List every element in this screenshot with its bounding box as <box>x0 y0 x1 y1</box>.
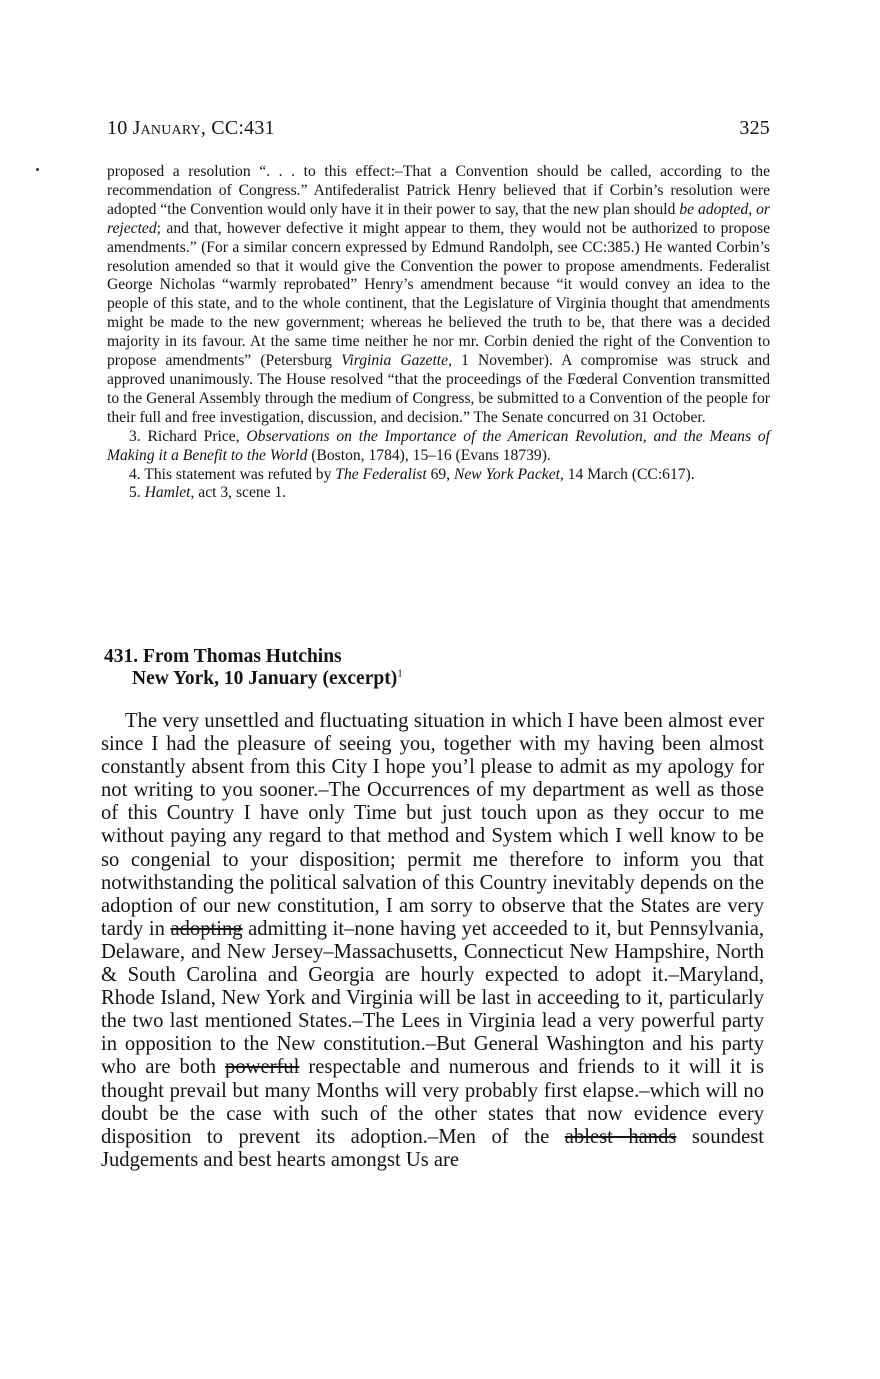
note-paragraph <box>107 163 770 428</box>
stray-mark <box>36 168 39 171</box>
document-dateline <box>104 668 403 690</box>
text-run: proposed a resolution “. . . to this effect:–That a Convention should be called, according to the recommendation of Congress.” Antifederalist Patrick Henry believed that if Corbin’s resolution were adopted “the Convention would only have it in their power to say, that the new plan should <box>107 163 770 218</box>
italic-text: Virginia Gazette <box>341 352 449 370</box>
note-paragraph <box>107 466 770 485</box>
text-run: 5. <box>129 484 145 502</box>
editorial-notes <box>107 163 770 503</box>
footnote-ref: 1 <box>397 667 403 680</box>
running-head <box>107 117 770 140</box>
document-dateline-text: New York, 10 January (excerpt) <box>132 668 398 689</box>
text-run: , act 3, scene 1. <box>190 484 287 502</box>
text-run: 4. This statement was refuted by <box>129 465 336 483</box>
italic-text: Hamlet <box>144 484 191 502</box>
text-run: 3. Richard Price, <box>129 427 247 445</box>
text-run: 69, <box>426 465 454 483</box>
document-title: 431. From Thomas Hutchins <box>104 646 342 667</box>
text-run: ; and that, however defective it might appear to them, they would not be authorized to propose amendments.” (For a similar concern expressed by Edmund Randolph, see CC:385.) He wanted Corbin’s resolution amended so that it would give the Convention the power to propose amendments. Federalist George Nicholas “warmly reprobated” Henry’s amendment because “it would convey an idea to the people of this state, and to the whole continent, that the Legislature of Virginia thought that amendments might be made to the new government; whereas he believed the truth to be, that there was a decided majority in its favour. At the same time neither he nor mr. Corbin denied the right of the Convention to propose amendments” (Petersburg <box>107 219 770 370</box>
text-run: , 1 November). A compromise was struck and approved unanimously. The House resolved “that the proceedings of the Fœderal Convention transmitted to the General Assembly through the medium of Congress, be submitted to a Convention of the people for their full and free investigation, discussion, and decision.” The Senate concurred on 31 October. <box>107 352 770 426</box>
letter-paragraph <box>101 710 764 1172</box>
text-run: soundest Judgements and best hearts amongst Us are <box>101 1125 764 1171</box>
letter-body <box>101 710 764 1172</box>
struck-text: ablest hands <box>564 1125 677 1148</box>
note-paragraph <box>107 428 770 466</box>
italic-text: Observations on the Importance of the American Revolution, and the Means of Making it a Benefit to the World <box>107 427 770 464</box>
text-run: admitting it–none having yet acceeded to it, but Pennsylvania, Delaware, and New Jersey–Massachusetts, Connecticut New Hampshire, North & South Carolina and Georgia are hourly expected to adopt it.–Maryland, Rhode Island, New York and Virginia will be last in acceeding to it, particularly the two last mentioned States.–The Lees in Virginia lead a very powerful party in opposition to the New constitution.–But General Washington and his party who are both <box>101 917 764 1079</box>
running-head-title <box>107 117 275 140</box>
text-run: The very unsettled and fluctuating situation in which I have been almost ever since I had the pleasure of seeing you, together with my having been almost constantly absent from this City I hope you’l please to admit as my apology for not writing to you sooner.–The Occurrences of my department as well as those of this Country I have only Time but just touch upon as they occur to me without paying any regard to that method and System which I well know to be so congenial to your disposition; permit me therefore to inform you that notwithstanding the political salvation of this Country inevitably depends on the adoption of our new constitution, I am sorry to observe that the States are very tardy in <box>101 710 764 940</box>
italic-text: New York Packet <box>453 465 560 483</box>
document-heading <box>104 646 403 690</box>
text-run: , 14 March (CC:617). <box>559 465 695 483</box>
page-number: 325 <box>739 117 770 139</box>
struck-text: adopting <box>170 917 243 940</box>
italic-text: The Federalist <box>335 465 427 483</box>
struck-text: powerful <box>225 1056 300 1079</box>
text-run: (Boston, 1784), 15–16 (Evans 18739). <box>307 446 551 464</box>
text-run: respectable and numerous and friends to it will it is thought prevail but many Months will very probably first elapse.–which will no doubt be the case with such of the other states that now evidence every disposition to prevent its adoption.–Men of the <box>101 1056 764 1148</box>
italic-text: be adopted, or rejected <box>107 200 770 237</box>
running-head-date: 10 January <box>107 117 201 139</box>
note-paragraph <box>107 484 770 503</box>
running-head-cc-ref: , CC:431 <box>200 117 275 139</box>
